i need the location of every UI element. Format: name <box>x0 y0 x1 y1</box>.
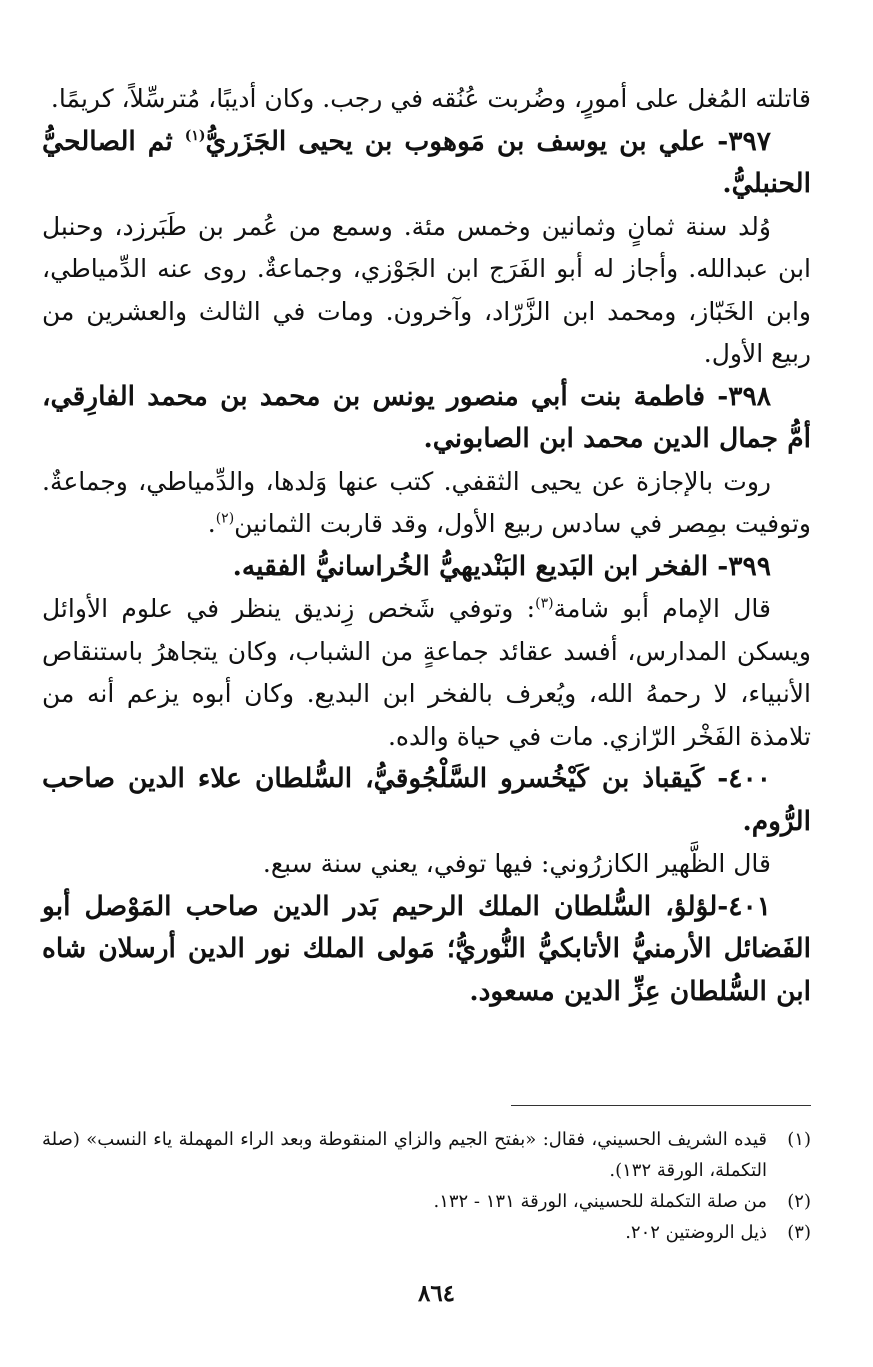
entry-body-399 <box>42 588 811 758</box>
entry-body-400: قال الظَّهير الكازرُوني: فيها توفي، يعني سنة سبع. <box>262 849 771 878</box>
footnote-separator <box>511 1105 811 1106</box>
footnote-marker[interactable]: (٢) <box>215 510 235 527</box>
entry-body-398 <box>42 461 811 546</box>
entry-body-text: روت بالإجازة عن يحيى الثقفي. كتب عنها وَلدها، والدِّمياطي، وجماعةٌ. وتوفيت بمِصر في سادس ربيع الأول، وقد قاربت الثمانين <box>42 466 811 538</box>
footnote-text: قيده الشريف الحسيني، فقال: «بفتح الجيم والزاي المنقوطة وبعد الراء المهملة ياء النسب» (صلة التكملة، الورقة ١٣٢). <box>42 1129 767 1181</box>
footnote <box>42 1124 811 1186</box>
footnote-number: (٢) <box>787 1191 811 1212</box>
main-text <box>42 78 811 1013</box>
footnote-marker[interactable]: (١) <box>184 127 206 144</box>
entry-heading-401: ٤٠١-لؤلؤ، السُّلطان الملك الرحيم بَدر الدين صاحب المَوْصل أبو الفَضائل الأرمنيُّ الأتابكيُّ النُّوريُّ؛ مَولى الملك نور الدين أرسلان شاه ابن السُّلطان عِزِّ الدين مسعود. <box>42 890 811 1007</box>
footnote-number: (١) <box>787 1129 811 1150</box>
entry-heading-text: ٣٩٧- علي بن يوسف بن مَوهوب بن يحيى الجَزَريُّ <box>205 125 771 157</box>
footnote <box>42 1217 811 1248</box>
entry-heading-397 <box>42 121 811 206</box>
entry-heading-398: ٣٩٨- فاطمة بنت أبي منصور يونس بن محمد بن محمد الفارِقي، أمُّ جمال الدين محمد ابن الصابوني. <box>42 380 811 454</box>
footnotes <box>42 1124 811 1248</box>
entry-body-text: . <box>207 509 216 538</box>
footnote-marker[interactable]: (٣) <box>535 595 554 612</box>
entry-body-text: : وتوفي شَخص زِنديق ينظر في علوم الأوائل ويسكن المدارس، أفسد عقائد جماعةٍ من الشباب، وكان يتجاهرُ باستنقاص الأنبياء، لا رحمهُ الله، ويُعرف بالفخر ابن البديع. وكان أبوه يزعم أنه من تلامذة الفَخْر الرّازي. مات في حياة والده. <box>42 594 811 751</box>
page-number: ٨٦٤ <box>417 1280 456 1307</box>
footnote <box>42 1186 811 1217</box>
entry-heading-399: ٣٩٩- الفخر ابن البَديع البَنْديهيُّ الخُراسانيُّ الفقيه. <box>232 550 771 582</box>
entry-heading-text: ثم الصالحيُّ الحنبليُّ. <box>42 125 811 199</box>
footnote-number: (٣) <box>787 1222 811 1243</box>
entry-heading-400: ٤٠٠- كَيقباذ بن كَيْخُسرو السَّلْجُوقيُّ، السُّلطان علاء الدين صاحب الرُّوم. <box>42 763 811 837</box>
entry-body-397: وُلد سنة ثمانٍ وثمانين وخمس مئة. وسمع من عُمر بن طَبَرزد، وحنبل ابن عبدالله. وأجاز له أبو الفَرَج ابن الجَوْزي، وجماعةٌ. روى عنه الدِّمياطي، وابن الخَبّاز، ومحمد ابن الزَّرّاد، وآخرون. ومات في الثالث والعشرين من ربيع الأول. <box>42 211 811 368</box>
footnote-text: ذيل الروضتين ٢٠٢. <box>625 1222 767 1243</box>
footnote-text: من صلة التكملة للحسيني، الورقة ١٣١ - ١٣٢. <box>433 1191 767 1212</box>
paragraph: قاتلته المُغل على أمورٍ، وضُربت عُنُقه في رجب. وكان أديبًا، مُترسِّلاً، كريمًا. <box>50 84 811 113</box>
entry-body-text: قال الإمام أبو شامة <box>553 594 772 623</box>
